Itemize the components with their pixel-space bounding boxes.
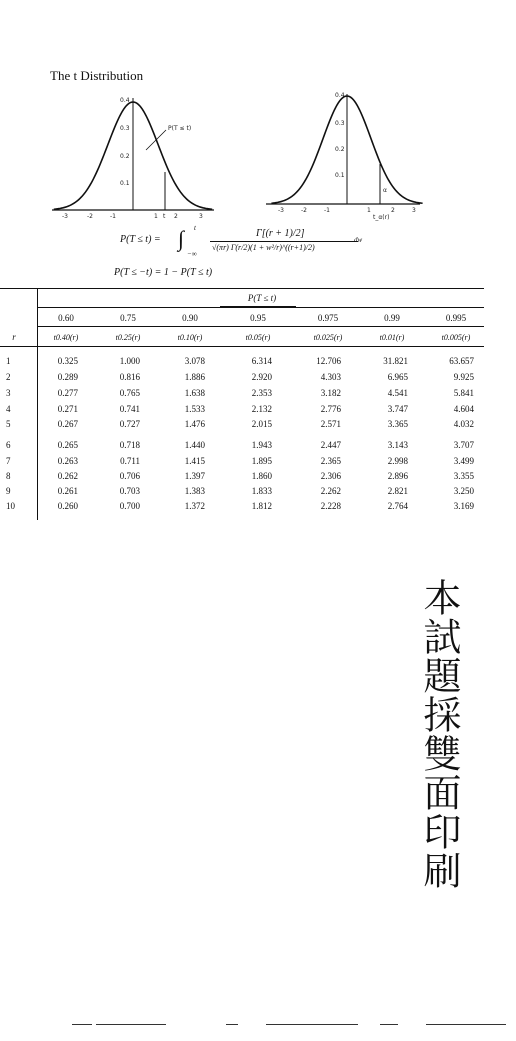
integral-sign: ∫ <box>178 226 185 251</box>
table-cell: 0.267 <box>57 419 78 429</box>
probability-underline <box>37 326 484 327</box>
fraction-bar <box>210 241 358 242</box>
x-tick: -2 <box>301 207 307 214</box>
table-cell: 9.925 <box>453 372 474 382</box>
table-cell: 1.397 <box>184 471 205 481</box>
x-tick: 3 <box>199 213 203 220</box>
table-cell: 1.638 <box>184 388 205 398</box>
x-tick: -1 <box>324 207 330 214</box>
table-cell: 0.263 <box>57 456 78 466</box>
table-cell: 0.277 <box>57 388 78 398</box>
table-cell: 3.078 <box>184 356 205 366</box>
symmetry-identity: P(T ≤ −t) = 1 − P(T ≤ t) <box>114 267 213 278</box>
probability-header: 0.995 <box>445 313 467 323</box>
table-cell: 4.541 <box>387 388 408 398</box>
table-cell: 3.707 <box>453 440 474 450</box>
callout-leader <box>146 130 166 150</box>
table-cell: 0.727 <box>119 419 140 429</box>
y-tick: 0.2 <box>120 153 130 160</box>
table-cell: 1.943 <box>251 440 272 450</box>
table-cell: 2.306 <box>320 471 341 481</box>
table-cell: 1.533 <box>184 404 205 414</box>
scan-line <box>380 1024 398 1025</box>
table-cell: 0.262 <box>57 471 78 481</box>
table-cell: 3.747 <box>387 404 408 414</box>
table-row-label: 8 <box>6 471 11 481</box>
x-tick: -1 <box>110 213 116 220</box>
table-cell: 3.250 <box>453 486 474 496</box>
table-cell: 0.271 <box>57 404 78 414</box>
table-cell: 2.132 <box>251 404 272 414</box>
table-row-label: 5 <box>6 419 11 429</box>
table-row-label: 2 <box>6 372 11 382</box>
x-tick: 1 <box>367 207 371 214</box>
y-tick: 0.1 <box>335 172 345 179</box>
page-title: The t Distribution <box>50 68 144 83</box>
probability-header: 0.90 <box>182 313 198 323</box>
probability-rule <box>37 307 484 308</box>
table-row-label: 6 <box>6 440 11 450</box>
quantile-header: t0.01(r) <box>379 333 405 342</box>
x-tick: -2 <box>87 213 93 220</box>
table-cell: 0.700 <box>119 501 140 511</box>
table-cell: 2.015 <box>251 419 272 429</box>
table-cell: 3.182 <box>320 388 341 398</box>
callout-label: P(T ≤ t) <box>168 125 192 132</box>
table-cell: 31.821 <box>383 356 408 366</box>
table-cell: 1.440 <box>184 440 205 450</box>
table-cell: 1.000 <box>119 356 140 366</box>
alpha-label: α <box>383 187 387 194</box>
quantile-header: t0.005(r) <box>441 333 471 342</box>
table-cell: 4.303 <box>320 372 341 382</box>
x-tick: 2 <box>391 207 395 214</box>
quantile-header: t0.40(r) <box>53 333 79 342</box>
table-cell: 63.657 <box>449 356 474 366</box>
table-cell: 0.289 <box>57 372 78 382</box>
x-tick: t <box>163 213 166 220</box>
table-cell: 12.706 <box>316 356 341 366</box>
x-tick: t_α(r) <box>373 214 390 221</box>
table-cell: 1.383 <box>184 486 205 496</box>
x-tick: 1 <box>154 213 158 220</box>
table-row-label: 10 <box>6 501 15 511</box>
table-cell: 3.169 <box>453 501 474 511</box>
table-cell: 0.325 <box>57 356 78 366</box>
table-cell: 2.262 <box>320 486 341 496</box>
table-cell: 2.776 <box>320 404 341 414</box>
probability-header: 0.60 <box>58 313 74 323</box>
table-cell: 0.816 <box>119 372 140 382</box>
x-tick: -3 <box>62 213 68 220</box>
table-cell: 0.265 <box>57 440 78 450</box>
y-tick: 0.3 <box>335 120 345 127</box>
table-cell: 0.741 <box>119 404 140 414</box>
table-cell: 3.355 <box>453 471 474 481</box>
table-cell: 2.571 <box>320 419 341 429</box>
table-cell: 5.841 <box>453 388 474 398</box>
table-cell: 0.765 <box>119 388 140 398</box>
scan-line <box>266 1024 358 1025</box>
table-cell: 3.365 <box>387 419 408 429</box>
integral-lower-limit: −∞ <box>187 250 197 258</box>
table-row-label: 4 <box>6 404 11 414</box>
double-sided-print-stamp: 本試題採雙面印刷 <box>417 578 461 890</box>
probability-header: 0.95 <box>250 313 266 323</box>
t-density-right-svg <box>262 88 424 220</box>
r-header: r <box>12 332 16 342</box>
table-cell: 0.260 <box>57 501 78 511</box>
table-cell: 0.718 <box>119 440 140 450</box>
header-bottom-rule <box>0 346 484 347</box>
table-cell: 1.886 <box>184 372 205 382</box>
table-cell: 0.711 <box>120 456 140 466</box>
y-tick: 0.3 <box>120 125 130 132</box>
table-cell: 0.261 <box>57 486 78 496</box>
formula-denominator: √(πr) Γ(r/2)(1 + w²/r)^((r+1)/2) <box>212 243 315 252</box>
table-cell: 4.604 <box>453 404 474 414</box>
t-density-curve-left <box>48 92 218 222</box>
table-cell: 3.499 <box>453 456 474 466</box>
group-header: P(T ≤ t) <box>247 293 277 303</box>
table-cell: 2.821 <box>387 486 408 496</box>
table-top-rule <box>0 288 484 289</box>
quantile-header: t0.25(r) <box>115 333 141 342</box>
integral-upper-limit: t <box>194 224 196 232</box>
table-row-label: 3 <box>6 388 11 398</box>
table-cell: 6.314 <box>251 356 272 366</box>
y-tick: 0.2 <box>335 146 345 153</box>
probability-header: 0.75 <box>120 313 136 323</box>
y-tick: 0.1 <box>120 180 130 187</box>
table-cell: 1.415 <box>184 456 205 466</box>
table-cell: 0.706 <box>119 471 140 481</box>
table-row-label: 9 <box>6 486 11 496</box>
table-cell: 1.476 <box>184 419 205 429</box>
y-tick: 0.4 <box>335 92 345 99</box>
t-density-left-svg <box>48 92 218 222</box>
table-cell: 6.965 <box>387 372 408 382</box>
scan-line <box>96 1024 166 1025</box>
table-cell: 1.860 <box>251 471 272 481</box>
probability-header: 0.975 <box>317 313 339 323</box>
table-cell: 2.896 <box>387 471 408 481</box>
x-tick: 2 <box>174 213 178 220</box>
table-cell: 2.764 <box>387 501 408 511</box>
quantile-header: t0.10(r) <box>177 333 203 342</box>
table-cell: 1.812 <box>251 501 272 511</box>
table-cell: 3.143 <box>387 440 408 450</box>
x-tick: 3 <box>412 207 416 214</box>
table-cell: 1.372 <box>184 501 205 511</box>
t-density-curve-right <box>262 88 424 220</box>
table-cell: 2.998 <box>387 456 408 466</box>
table-cell: 2.353 <box>251 388 272 398</box>
probability-header: 0.99 <box>384 313 400 323</box>
y-tick: 0.4 <box>120 97 130 104</box>
formula-lhs: P(T ≤ t) = <box>120 234 161 245</box>
table-cell: 2.920 <box>251 372 272 382</box>
table-row-label: 1 <box>6 356 11 366</box>
table-cell: 0.703 <box>119 486 140 496</box>
quantile-header: t0.05(r) <box>245 333 271 342</box>
table-cell: 1.895 <box>251 456 272 466</box>
scan-line <box>226 1024 238 1025</box>
table-cell: 2.447 <box>320 440 341 450</box>
formula-numerator: Γ[(r + 1)/2] <box>256 228 305 239</box>
scan-line <box>426 1024 506 1025</box>
x-tick: -3 <box>278 207 284 214</box>
table-row-label: 7 <box>6 456 11 466</box>
quantile-header: t0.025(r) <box>313 333 343 342</box>
table-cell: 2.228 <box>320 501 341 511</box>
table-cell: 1.833 <box>251 486 272 496</box>
table-cell: 2.365 <box>320 456 341 466</box>
table-cell: 4.032 <box>453 419 474 429</box>
formula-differential: dw <box>354 236 363 244</box>
scan-line <box>72 1024 92 1025</box>
